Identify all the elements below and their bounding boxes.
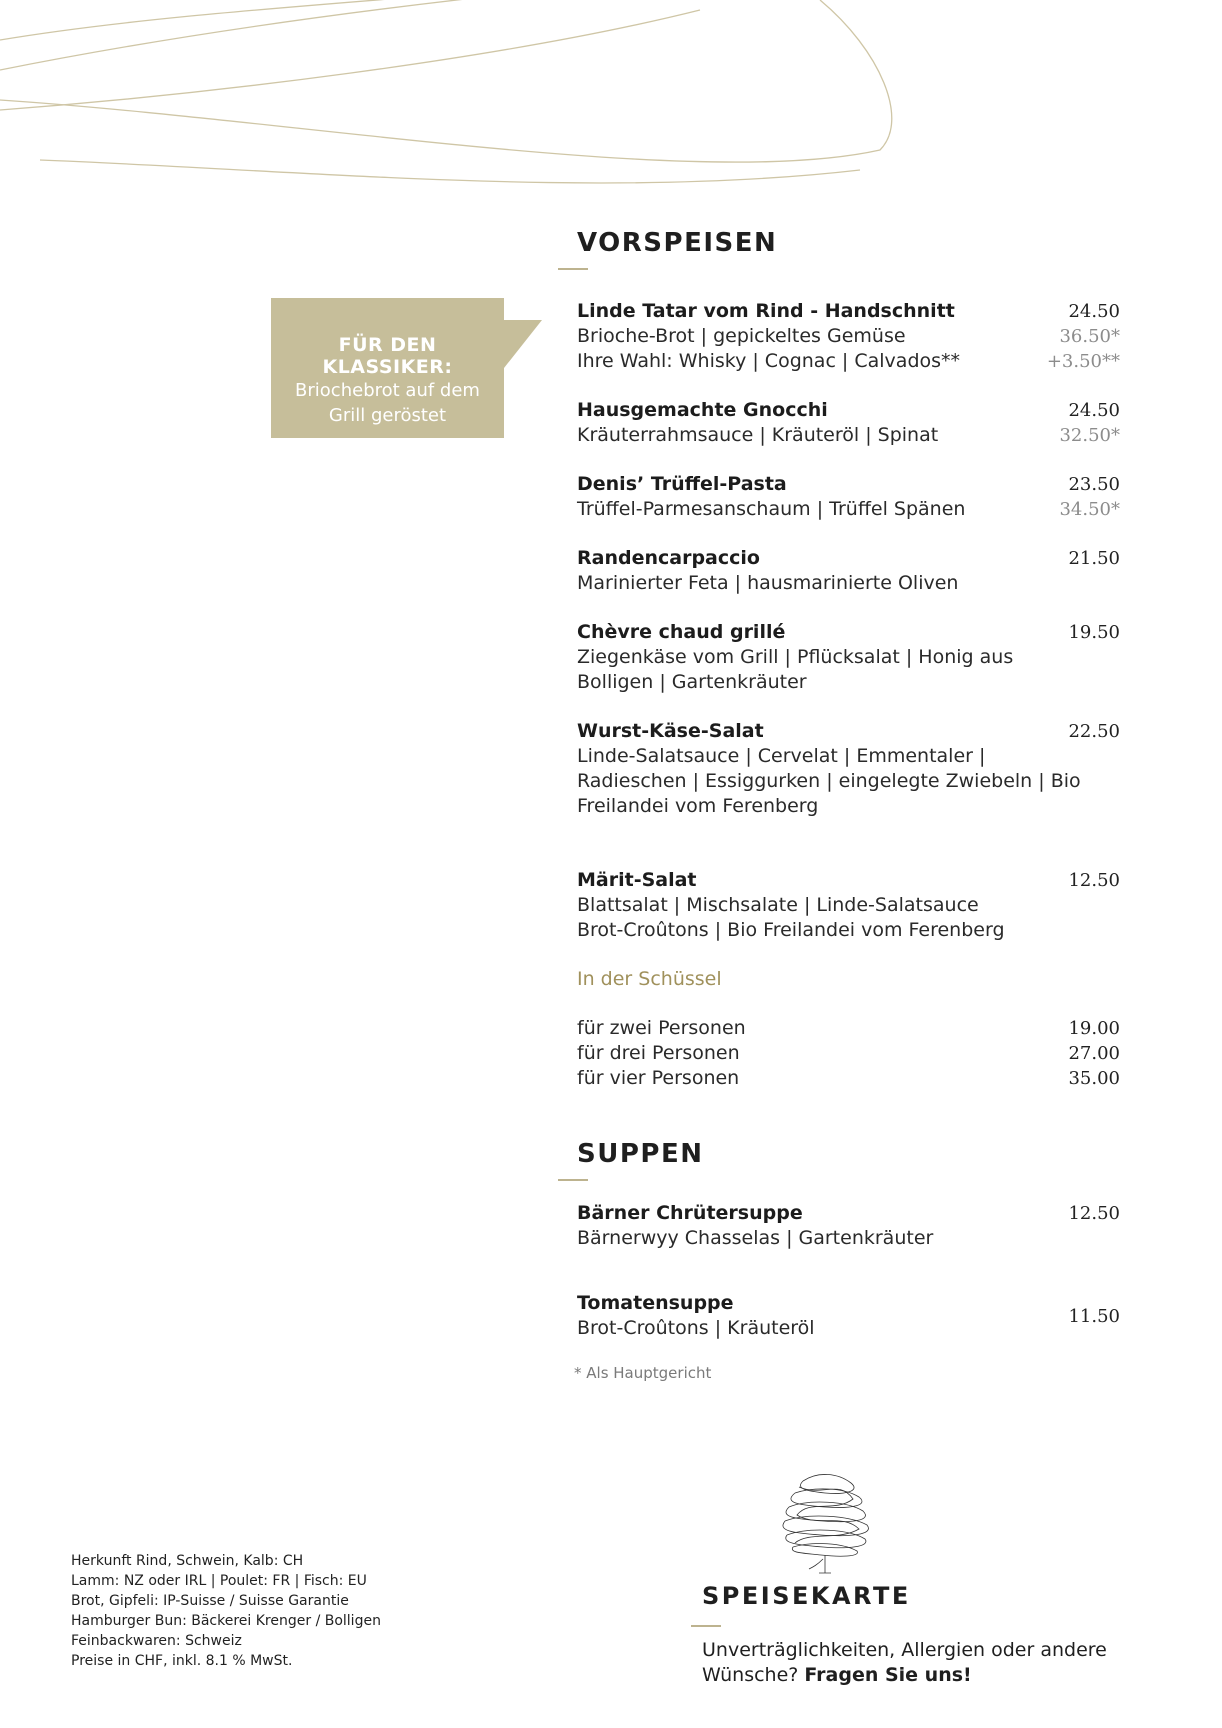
dish-desc: Bolligen | Gartenkräuter xyxy=(577,671,807,693)
dish-desc: Linde-Salatsauce | Cervelat | Emmentaler | xyxy=(577,745,986,767)
dish-price: 24.50 xyxy=(1068,400,1120,421)
dish-item xyxy=(577,472,1120,522)
dish-desc: Brot-Croûtons | Kräuteröl xyxy=(577,1317,815,1339)
dish-desc: Trüffel-Parmesanschaum | Trüffel Spänen xyxy=(577,498,966,520)
decorative-lines xyxy=(0,0,1222,200)
promo-line: Grill geröstet xyxy=(328,405,447,426)
allergy-cta: Fragen Sie uns! xyxy=(804,1664,972,1686)
dish-name: Wurst-Käse-Salat xyxy=(577,720,764,742)
brand-title: SPEISEKARTE xyxy=(702,1582,911,1610)
dish-price: 23.50 xyxy=(1068,474,1120,495)
dish-price: 19.50 xyxy=(1068,622,1120,643)
bowl-option: für vier Personen xyxy=(577,1067,740,1089)
bowl-label: In der Schüssel xyxy=(577,968,722,990)
origin-info xyxy=(71,1551,381,1671)
dish-item xyxy=(577,398,1120,448)
dish-item xyxy=(577,620,1120,695)
promo-arrow xyxy=(504,320,542,368)
dish-item xyxy=(577,1291,1120,1341)
origin-line: Hamburger Bun: Bäckerei Krenger / Bolligen xyxy=(71,1613,381,1629)
origin-line: Brot, Gipfeli: IP-Suisse / Suisse Garantie xyxy=(71,1593,349,1609)
dish-price: 22.50 xyxy=(1068,721,1120,742)
dish-desc: Bärnerwyy Chasselas | Gartenkräuter xyxy=(577,1227,934,1249)
dish-alt-price: 36.50* xyxy=(1059,326,1120,347)
menu-column xyxy=(577,226,1120,1341)
dish-name: Bärner Chrütersuppe xyxy=(577,1202,803,1224)
tree-logo-icon xyxy=(773,1469,877,1577)
origin-line: Preise in CHF, inkl. 8.1 % MwSt. xyxy=(71,1653,293,1669)
bowl-option: für zwei Personen xyxy=(577,1017,746,1039)
bowl-price: 35.00 xyxy=(1068,1068,1120,1089)
dish-name: Chèvre chaud grillé xyxy=(577,621,786,643)
dish-alt-price: 32.50* xyxy=(1059,425,1120,446)
section-title-suppen: SUPPEN xyxy=(577,1139,704,1169)
dish-desc: Marinierter Feta | hausmarinierte Oliven xyxy=(577,572,959,594)
bowl-price: 27.00 xyxy=(1068,1043,1120,1064)
bowl-price: 19.00 xyxy=(1068,1018,1120,1039)
promo-title: FÜR DEN KLASSIKER: xyxy=(322,334,453,378)
allergy-text: Unverträglichkeiten, Allergien oder andere Wünsche? xyxy=(702,1639,1107,1686)
dish-alt-price: +3.50** xyxy=(1046,351,1120,372)
dish-price: 21.50 xyxy=(1068,548,1120,569)
promo-line: Briochebrot auf dem xyxy=(295,380,480,401)
dish-desc: Brot-Croûtons | Bio Freilandei vom Ferenberg xyxy=(577,919,1005,941)
allergy-note xyxy=(702,1638,1122,1688)
origin-line: Feinbackwaren: Schweiz xyxy=(71,1633,242,1649)
dish-desc: Ihre Wahl: Whisky | Cognac | Calvados** xyxy=(577,350,961,372)
brand-rule xyxy=(691,1625,721,1627)
dish-item xyxy=(577,868,1120,943)
origin-line: Lamm: NZ oder IRL | Poulet: FR | Fisch: EU xyxy=(71,1573,367,1589)
origin-line: Herkunft Rind, Schwein, Kalb: CH xyxy=(71,1553,304,1569)
dish-name: Denis’ Trüffel-Pasta xyxy=(577,473,787,495)
dish-name: Hausgemachte Gnocchi xyxy=(577,399,828,421)
dish-desc: Kräuterrahmsauce | Kräuteröl | Spinat xyxy=(577,424,939,446)
dish-name: Linde Tatar vom Rind - Handschnitt xyxy=(577,300,955,322)
dish-price: 24.50 xyxy=(1068,301,1120,322)
dish-desc: Blattsalat | Mischsalate | Linde-Salatsauce xyxy=(577,894,979,916)
dish-name: Randencarpaccio xyxy=(577,547,760,569)
dish-price: 11.50 xyxy=(1068,1306,1120,1327)
dish-item xyxy=(577,299,1120,374)
section-rule xyxy=(558,1179,588,1181)
dish-price: 12.50 xyxy=(1068,1203,1120,1224)
dish-desc: Brioche-Brot | gepickeltes Gemüse xyxy=(577,325,906,347)
footnote: * Als Hauptgericht xyxy=(574,1364,712,1382)
dish-desc: Ziegenkäse vom Grill | Pflücksalat | Honig aus xyxy=(577,646,1014,668)
section-rule xyxy=(558,268,588,270)
dish-item xyxy=(577,546,1120,596)
dish-name: Tomatensuppe xyxy=(577,1292,734,1314)
section-title-vorspeisen: VORSPEISEN xyxy=(577,228,778,258)
dish-desc: Freilandei vom Ferenberg xyxy=(577,795,819,817)
dish-item xyxy=(577,1201,1120,1251)
bowl-list xyxy=(577,1016,1120,1091)
dish-item xyxy=(577,719,1120,819)
dish-desc: Radieschen | Essiggurken | eingelegte Zwiebeln | Bio xyxy=(577,770,1081,792)
dish-price: 12.50 xyxy=(1068,870,1120,891)
dish-alt-price: 34.50* xyxy=(1059,499,1120,520)
dish-name: Märit-Salat xyxy=(577,869,697,891)
bowl-option: für drei Personen xyxy=(577,1042,740,1064)
promo-box xyxy=(271,298,504,438)
